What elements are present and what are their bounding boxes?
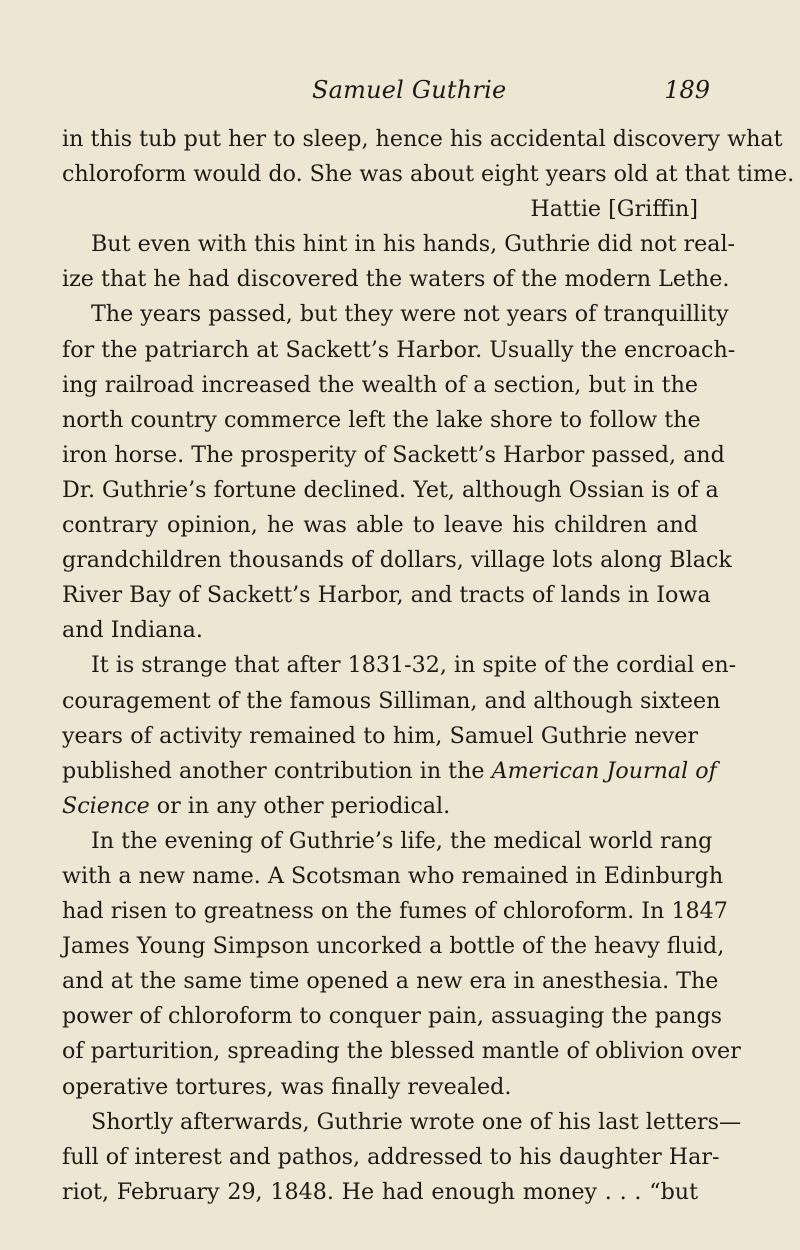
- journal-title: American Journal of: [491, 757, 717, 784]
- text-line: power of chloroform to conquer pain, assuaging the pangs: [62, 1003, 723, 1030]
- text-line: operative tortures, was finally revealed.: [62, 1073, 512, 1100]
- text-line: full of interest and pathos, addressed to his daughter Har-: [62, 1143, 720, 1170]
- page-number: 189: [664, 76, 710, 104]
- text-line: James Young Simpson uncorked a bottle of the heavy fluid,: [62, 933, 725, 960]
- text-line: contrary opinion, he was able to leave his children and: [62, 512, 698, 539]
- text-line-with-journal-title: [62, 754, 717, 789]
- text-line: north country commerce left the lake shore to follow the: [62, 406, 701, 433]
- paragraph-start-line: Shortly afterwards, Guthrie wrote one of his last letters—: [91, 1108, 742, 1135]
- text-line: riot, February 29, 1848. He had enough money . . . “but: [62, 1178, 698, 1205]
- text-line: River Bay of Sackett’s Harbor, and tracts of lands in Iowa: [62, 582, 711, 609]
- text-line: couragement of the famous Silliman, and although sixteen: [62, 687, 721, 714]
- text-line: ing railroad increased the wealth of a section, but in the: [62, 371, 698, 398]
- text-line: with a new name. A Scotsman who remained in Edinburgh: [62, 862, 724, 889]
- text-line: and Indiana.: [62, 617, 203, 644]
- text-line: years of activity remained to him, Samuel Guthrie never: [62, 722, 698, 749]
- body-text: [62, 122, 795, 1210]
- running-title: Samuel Guthrie: [312, 76, 507, 104]
- paragraph-start-line: But even with this hint in his hands, Guthrie did not real-: [91, 231, 736, 258]
- text-fragment: published another contribution in the: [62, 757, 485, 784]
- text-line: in this tub put her to sleep, hence his accidental discovery what: [62, 126, 783, 152]
- paragraph-start-line: It is strange that after 1831-32, in spite of the cordial en-: [91, 652, 737, 679]
- text-line: and at the same time opened a new era in anesthesia. The: [62, 968, 719, 995]
- attribution-line: Hattie [Griffin]: [530, 196, 698, 223]
- text-line: Dr. Guthrie’s fortune declined. Yet, although Ossian is of a: [62, 476, 719, 503]
- paragraph-start-line: The years passed, but they were not years of tranquillity: [91, 301, 729, 328]
- paragraph-start-line: In the evening of Guthrie’s life, the medical world rang: [91, 827, 713, 854]
- text-fragment: or in any other periodical.: [149, 792, 451, 819]
- text-line: for the patriarch at Sackett’s Harbor. Usually the encroach-: [62, 336, 736, 363]
- text-line: chloroform would do. She was about eight years old at that time.: [62, 161, 795, 188]
- text-line: iron horse. The prosperity of Sackett’s Harbor passed, and: [62, 441, 725, 468]
- text-line: had risen to greatness on the fumes of chloroform. In 1847: [62, 898, 728, 925]
- text-line-with-journal-title: [62, 789, 698, 824]
- running-head: [112, 76, 710, 110]
- text-line: grandchildren thousands of dollars, village lots along Black: [62, 547, 732, 574]
- text-line: ize that he had discovered the waters of the modern Lethe.: [62, 266, 730, 293]
- text-line: of parturition, spreading the blessed mantle of oblivion over: [62, 1038, 741, 1065]
- journal-title-continued: Science: [62, 792, 150, 819]
